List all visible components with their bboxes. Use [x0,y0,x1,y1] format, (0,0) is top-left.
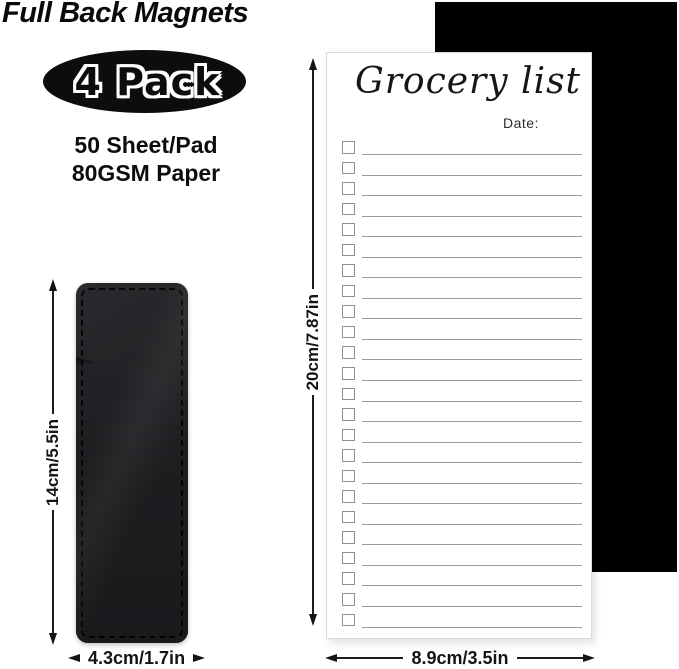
write-line [362,544,582,545]
write-line [362,421,582,422]
checklist-row [342,303,582,324]
checkbox-icon [342,244,355,257]
write-line [362,339,582,340]
checklist-row [342,242,582,263]
checkbox-icon [342,141,355,154]
write-line [362,236,582,237]
arrow-right-icon [583,654,595,662]
arrow-left-icon [325,654,337,662]
dimension-line [52,510,54,633]
write-line [362,524,582,525]
checkbox-icon [342,346,355,359]
pack-count-badge [43,50,246,113]
sleeve-width-dimension [68,649,196,667]
notepad-height-label: 20cm/7.87in [303,293,322,391]
checklist-row [342,468,582,489]
checklist-row [342,201,582,222]
write-line [362,380,582,381]
dimension-line [312,395,314,614]
checkbox-icon [342,223,355,236]
checklist-row [342,262,582,283]
spec-text [40,131,252,187]
write-line [362,627,582,628]
spec-line-paper: 80GSM Paper [71,160,221,186]
checklist-row [342,529,582,550]
arrow-down-icon [309,614,317,626]
date-label: Date: [503,115,539,131]
checklist-row [342,570,582,591]
write-line [362,565,582,566]
write-line [362,401,582,402]
checkbox-icon [342,305,355,318]
checkbox-icon [342,182,355,195]
checklist-row [342,612,582,633]
checklist-row [342,344,582,365]
sleeve-pocket [76,351,188,643]
checkbox-icon [342,162,355,175]
checkbox-icon [342,511,355,524]
checkbox-icon [342,408,355,421]
write-line [362,442,582,443]
dimension-line [52,291,54,414]
checkbox-icon [342,614,355,627]
pen-sleeve-photo [76,283,188,643]
write-line [362,298,582,299]
checklist-row [342,427,582,448]
spec-line-sheets: 50 Sheet/Pad [74,132,218,158]
page-title: Full Back Magnets [2,0,249,29]
checkbox-icon [342,470,355,483]
checkbox-icon [342,326,355,339]
checkbox-icon [342,264,355,277]
checkbox-icon [342,367,355,380]
checklist-row [342,365,582,386]
sleeve-height-label: 14cm/5.5in [43,418,62,506]
sleeve-height-dimension [43,279,63,645]
notepad-title: Grocery list [354,61,582,102]
write-line [362,318,582,319]
checkbox-icon [342,552,355,565]
checkbox-icon [342,449,355,462]
write-line [362,277,582,278]
write-line [362,503,582,504]
write-line [362,585,582,586]
checklist-rows [342,139,582,632]
checklist-row [342,283,582,304]
checkbox-icon [342,285,355,298]
write-line [362,359,582,360]
grocery-list-notepad [326,52,592,639]
checkbox-icon [342,429,355,442]
checkbox-icon [342,388,355,401]
write-line [362,175,582,176]
notepad-height-dimension [303,58,323,626]
write-line [362,257,582,258]
arrow-up-icon [49,279,57,291]
checklist-row [342,139,582,160]
checklist-row [342,591,582,612]
notepad-width-label: 8.9cm/3.5in [411,647,509,668]
arrow-down-icon [49,633,57,645]
checklist-row [342,509,582,530]
checkbox-icon [342,203,355,216]
checklist-row [342,488,582,509]
arrow-up-icon [309,58,317,70]
write-line [362,462,582,463]
checkbox-icon [342,531,355,544]
arrow-left-icon [68,654,80,662]
checklist-row [342,447,582,468]
dimension-line [517,657,583,659]
write-line [362,195,582,196]
checklist-row [342,550,582,571]
checklist-row [342,221,582,242]
notepad-width-dimension [325,649,595,667]
dimension-line [312,70,314,289]
sleeve-width-label: 4.3cm/1.7in [88,647,186,668]
write-line [362,154,582,155]
write-line [362,606,582,607]
checklist-row [342,386,582,407]
checklist-row [342,160,582,181]
checklist-row [342,406,582,427]
write-line [362,216,582,217]
dimension-line [337,657,403,659]
write-line [362,483,582,484]
pack-count-label: 4 Pack [74,59,221,104]
checklist-row [342,180,582,201]
checklist-row [342,324,582,345]
checkbox-icon [342,593,355,606]
arrow-right-icon [193,654,205,662]
checkbox-icon [342,572,355,585]
checkbox-icon [342,490,355,503]
